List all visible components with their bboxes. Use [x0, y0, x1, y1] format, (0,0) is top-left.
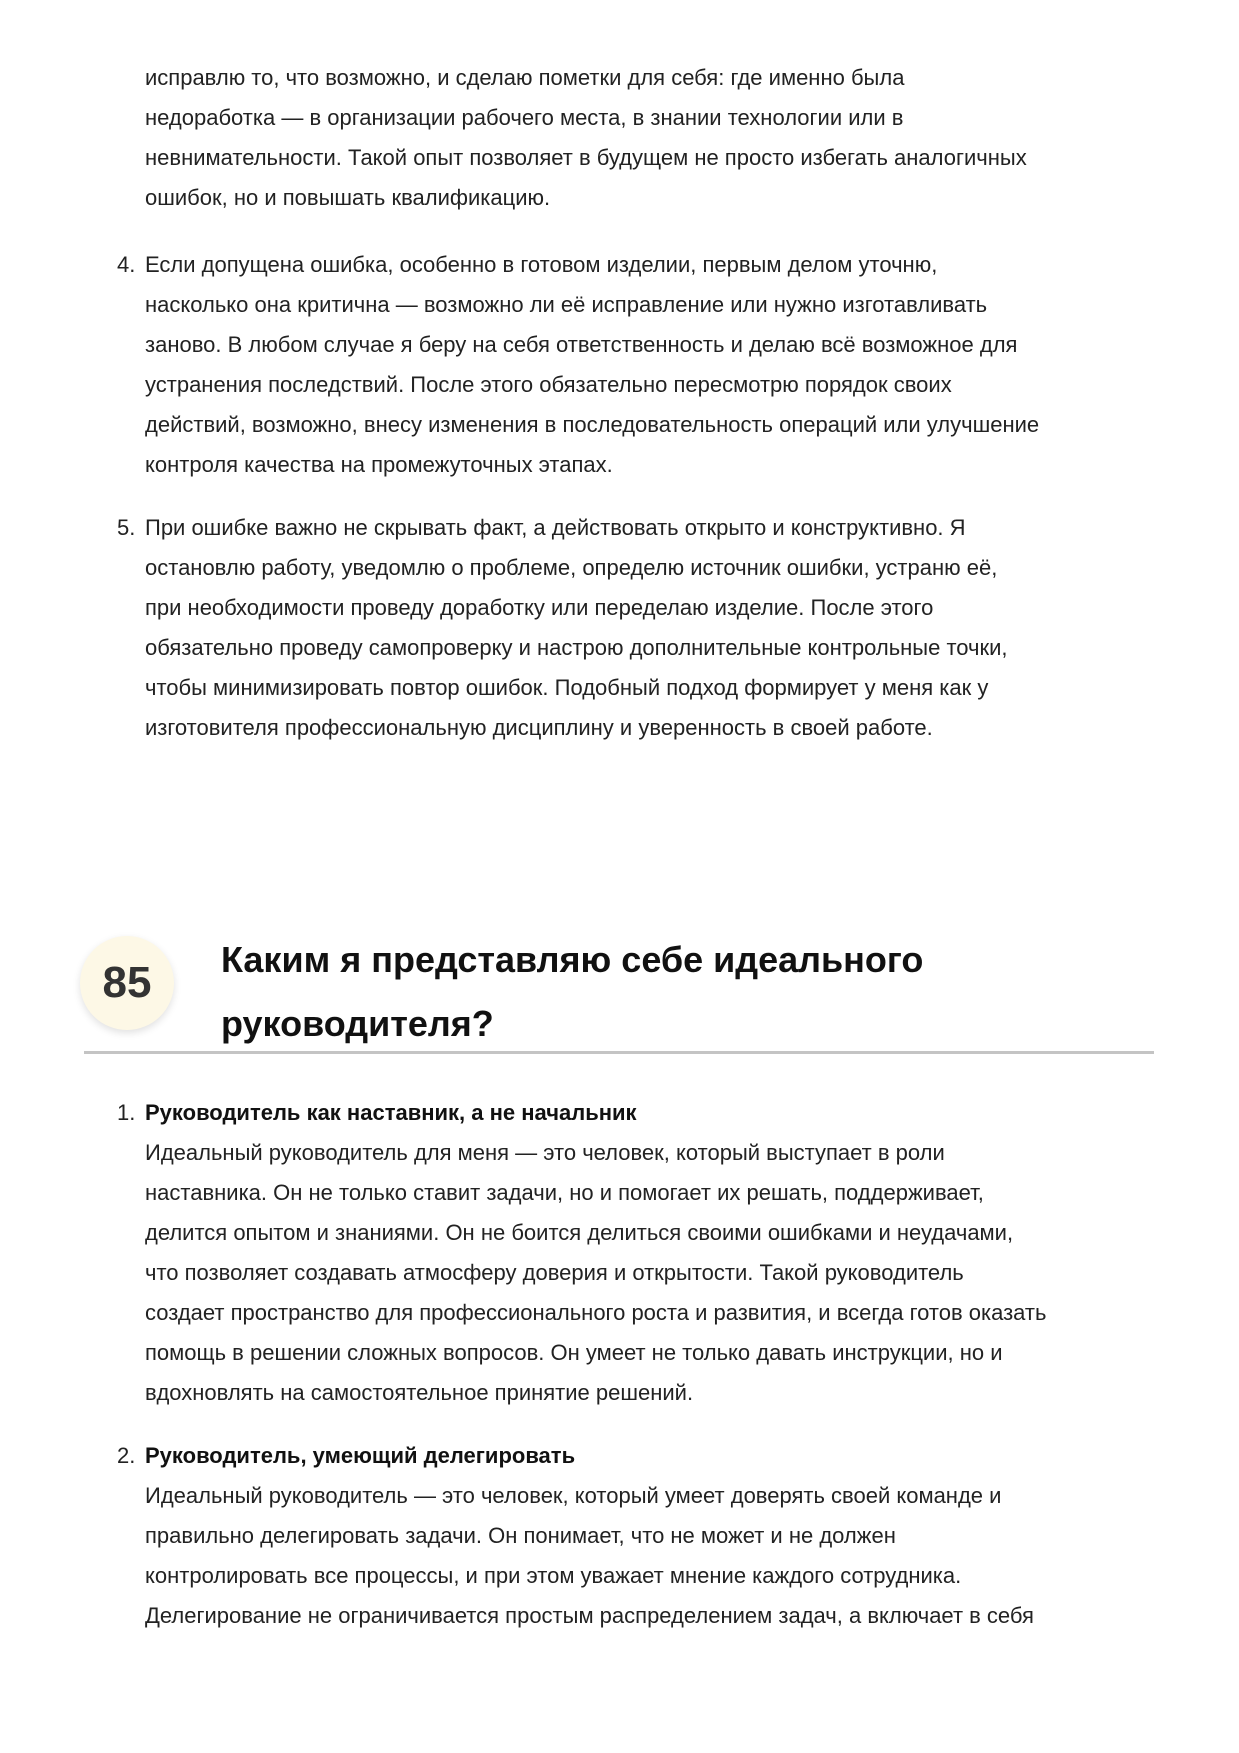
text-line: наставника. Он не только ставит задачи, но и помогает их решать, поддерживает, — [145, 1180, 984, 1205]
text-line: при необходимости проведу доработку или переделаю изделие. После этого — [145, 595, 934, 620]
text-line: вдохновлять на самостоятельное принятие решений. — [145, 1380, 694, 1405]
list-item-5 — [117, 508, 1165, 748]
list-item-3-continuation — [145, 58, 1165, 218]
list-number: 2. — [117, 1443, 136, 1468]
item-heading: Руководитель как наставник, а не начальник — [145, 1100, 637, 1125]
text-line: контролировать все процессы, и при этом уважает мнение каждого сотрудника. — [145, 1563, 962, 1588]
section-title — [221, 928, 923, 1056]
text-line: помощь в решении сложных вопросов. Он умеет не только давать инструкции, но и — [145, 1340, 1003, 1365]
item-heading: Руководитель, умеющий делегировать — [145, 1443, 576, 1468]
list-item-1 — [117, 1093, 1165, 1413]
text-line: ошибок, но и повышать квалификацию. — [145, 185, 551, 210]
text-line: насколько она критична — возможно ли её исправление или нужно изготавливать — [145, 292, 988, 317]
question-number-badge: 85 — [80, 936, 174, 1030]
text-line: устранения последствий. После этого обязательно пересмотрю порядок своих — [145, 372, 952, 397]
text-line: изготовителя профессиональную дисциплину и уверенность в своей работе. — [145, 715, 933, 740]
text-line: чтобы минимизировать повтор ошибок. Подобный подход формирует у меня как у — [145, 675, 989, 700]
text-line: Идеальный руководитель — это человек, который умеет доверять своей команде и — [145, 1483, 1002, 1508]
text-line: исправлю то, что возможно, и сделаю пометки для себя: где именно была — [145, 65, 905, 90]
text-line: Делегирование не ограничивается простым распределением задач, а включает в себя — [145, 1603, 1034, 1628]
text-line: создает пространство для профессионального роста и развития, и всегда готов оказать — [145, 1300, 1047, 1325]
text-line: действий, возможно, внесу изменения в последовательность операций или улучшение — [145, 412, 1040, 437]
list-item-4 — [117, 245, 1165, 485]
section-title-line: Каким я представляю себе идеального — [221, 939, 924, 980]
text-line: Если допущена ошибка, особенно в готовом изделии, первым делом уточню, — [145, 252, 938, 277]
text-line: недоработка — в организации рабочего места, в знании технологии или в — [145, 105, 904, 130]
text-line: невнимательности. Такой опыт позволяет в будущем не просто избегать аналогичных — [145, 145, 1027, 170]
section-title-line: руководителя? — [221, 1003, 494, 1044]
section-divider — [84, 1051, 1154, 1054]
text-line: Идеальный руководитель для меня — это человек, который выступает в роли — [145, 1140, 945, 1165]
text-line: что позволяет создавать атмосферу доверия и открытости. Такой руководитель — [145, 1260, 964, 1285]
list-number: 1. — [117, 1100, 136, 1125]
list-number: 5. — [117, 515, 136, 540]
text-line: остановлю работу, уведомлю о проблеме, определю источник ошибки, устраню её, — [145, 555, 998, 580]
text-line: контроля качества на промежуточных этапах. — [145, 452, 613, 477]
text-line: правильно делегировать задачи. Он понимает, что не может и не должен — [145, 1523, 896, 1548]
text-line: При ошибке важно не скрывать факт, а действовать открыто и конструктивно. Я — [145, 515, 966, 540]
text-line: заново. В любом случае я беру на себя ответственность и делаю всё возможное для — [145, 332, 1018, 357]
list-number: 4. — [117, 252, 136, 277]
text-line: делится опытом и знаниями. Он не боится делиться своими ошибками и неудачами, — [145, 1220, 1014, 1245]
text-line: обязательно проведу самопроверку и настрою дополнительные контрольные точки, — [145, 635, 1008, 660]
list-item-2 — [117, 1436, 1165, 1636]
